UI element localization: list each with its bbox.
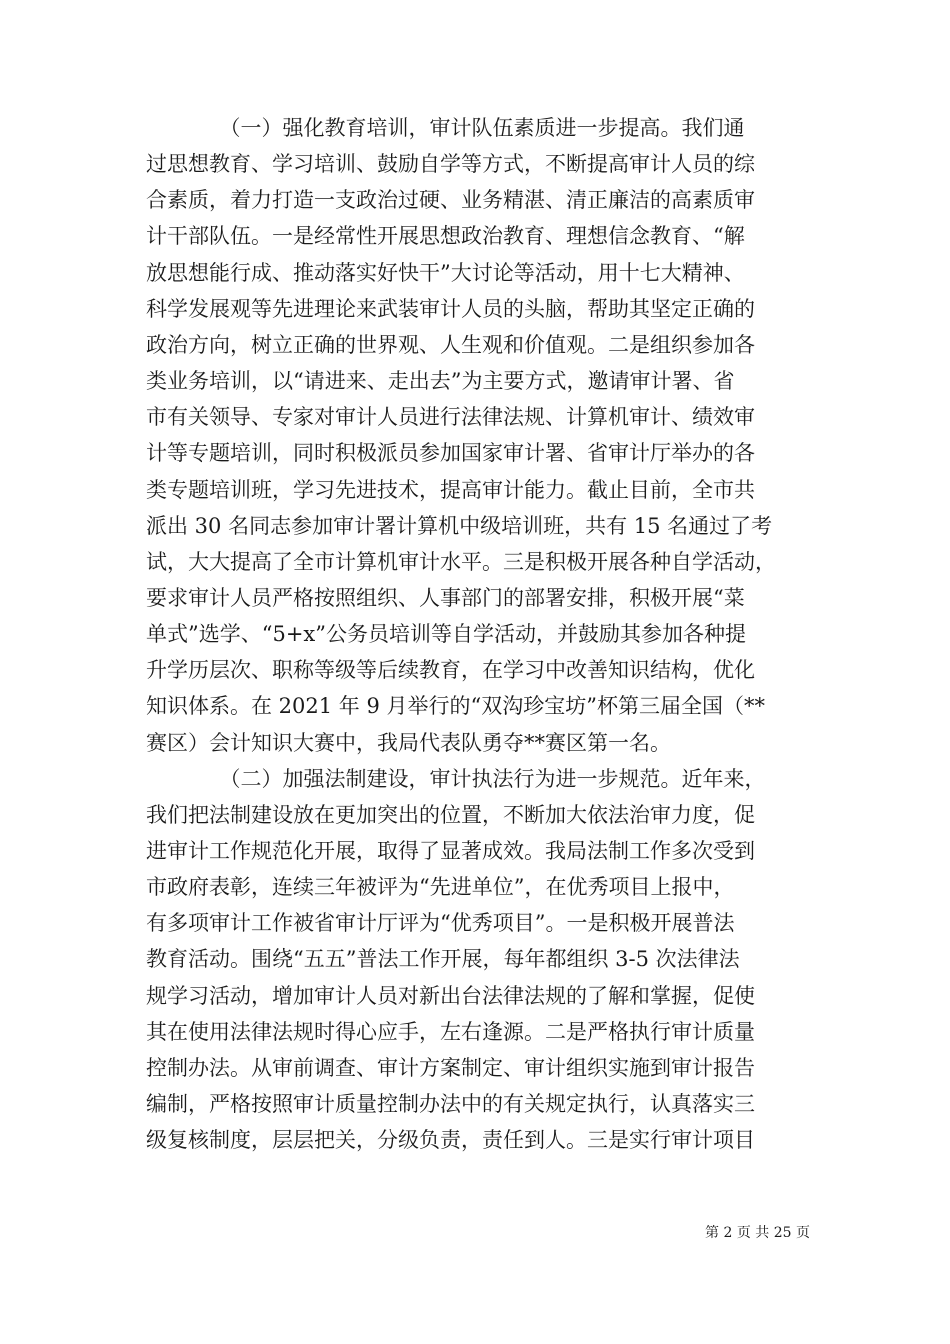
body-text-line: 类专题培训班，学习先进技术，提高审计能力。截止目前，全市共 [146,478,755,502]
body-text-line: 政治方向，树立正确的世界观、人生观和价值观。二是组织参加各 [146,333,755,357]
body-text-line: 计等专题培训，同时积极派员参加国家审计署、省审计厅举办的各 [146,441,755,465]
body-text-line: 其在使用法律法规时得心应手，左右逢源。二是严格执行审计质量 [146,1020,755,1044]
body-text-line: 编制，严格按照审计质量控制办法中的有关规定执行，认真落实三 [146,1092,755,1116]
body-text-line: 过思想教育、学习培训、鼓励自学等方式，不断提高审计人员的综 [146,152,755,176]
body-text-line: 派出 30 名同志参加审计署计算机中级培训班，共有 15 名通过了考 [146,514,773,538]
body-text-line: 升学历层次、职称等级等后续教育，在学习中改善知识结构，优化 [146,658,755,682]
page-footer: 第 2 页 共 25 页 [705,1225,810,1241]
body-text-line: 进审计工作规范化开展，取得了显著成效。我局法制工作多次受到 [146,839,755,863]
body-text-line: （二）加强法制建设，审计执法行为进一步规范。近年来， [146,767,766,791]
body-text-line: 类业务培训，以“请进来、走出去”为主要方式，邀请审计署、省 [146,369,735,393]
body-text-line: 合素质，着力打造一支政治过硬、业务精湛、清正廉洁的高素质审 [146,188,755,212]
body-text-line: 知识体系。在 2021 年 9 月举行的“双沟珍宝坊”杯第三届全国（** [146,694,765,718]
body-text-line: 放思想能行成、推动落实好快干”大讨论等活动，用十七大精神、 [146,261,745,285]
body-text-line: 计干部队伍。一是经常性开展思想政治教育、理想信念教育、“解 [146,224,745,248]
body-text-line: 教育活动。围绕“五五”普法工作开展，每年都组织 3-5 次法律法 [146,947,740,971]
body-text-line: 市有关领导、专家对审计人员进行法律法规、计算机审计、绩效审 [146,405,755,429]
body-text-line: 我们把法制建设放在更加突出的位置，不断加大依法治审力度，促 [146,803,755,827]
body-text-line: 科学发展观等先进理论来武装审计人员的头脑，帮助其坚定正确的 [146,297,755,321]
body-text-line: 有多项审计工作被省审计厅评为“优秀项目”。一是积极开展普法 [146,911,735,935]
body-text-line: 市政府表彰，连续三年被评为“先进单位”，在优秀项目上报中， [146,875,735,899]
body-text-line: 赛区）会计知识大赛中，我局代表队勇夺**赛区第一名。 [146,731,671,755]
body-text-line: 级复核制度，层层把关，分级负责，责任到人。三是实行审计项目 [146,1128,755,1152]
body-text-line: 规学习活动，增加审计人员对新出台法律法规的了解和掌握，促使 [146,984,755,1008]
body-text-line: 要求审计人员严格按照组织、人事部门的部署安排，积极开展“菜 [146,586,745,610]
body-text-line: （一）强化教育培训，审计队伍素质进一步提高。我们通 [146,116,745,140]
body-text-line: 试，大大提高了全市计算机审计水平。三是积极开展各种自学活动， [146,550,776,574]
body-text-line: 控制办法。从审前调查、审计方案制定、审计组织实施到审计报告 [146,1056,755,1080]
body-text-line: 单式”选学、“5+x”公务员培训等自学活动，并鼓励其参加各种提 [146,622,747,646]
